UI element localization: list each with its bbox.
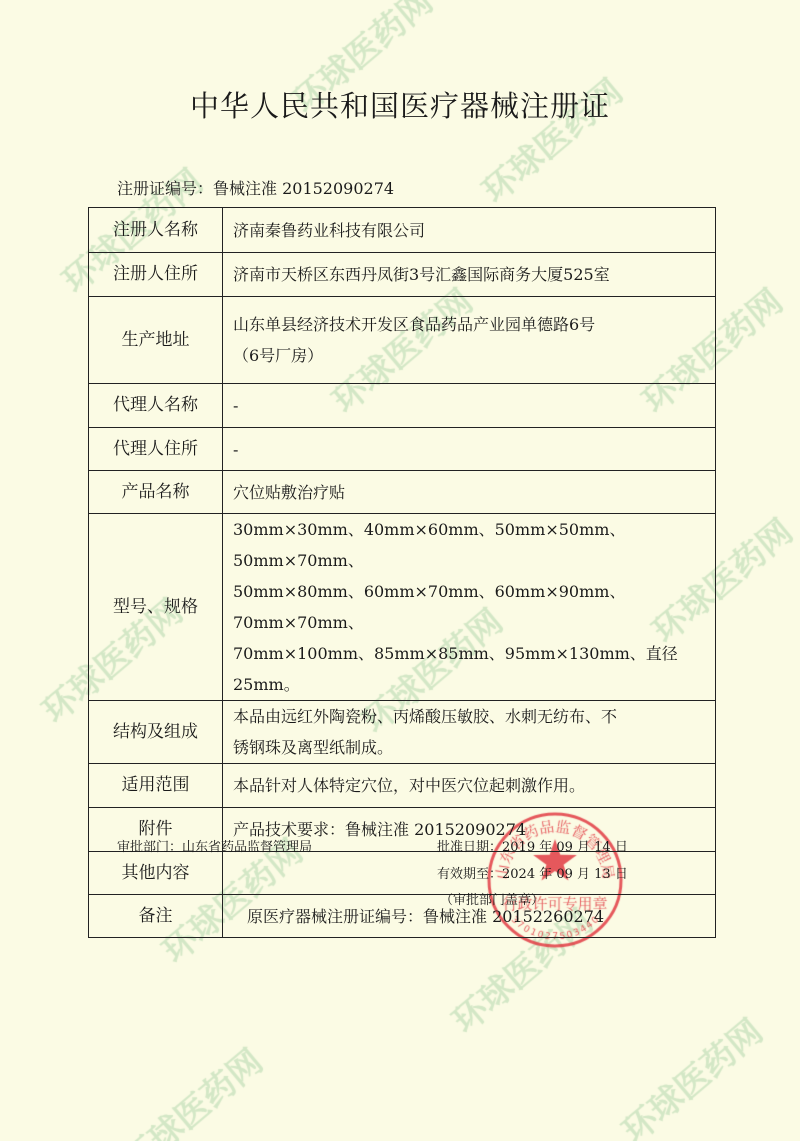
row-label: 代理人住所 — [89, 428, 223, 471]
row-label: 结构及组成 — [89, 701, 223, 764]
value-line: 济南市天桥区东西丹凤街3号汇鑫国际商务大厦525室 — [233, 265, 610, 284]
approval-department: 审批部门：山东省药品监督管理局 — [117, 840, 313, 855]
value-line: 产品技术要求：鲁械注准 20152090274 — [233, 820, 527, 839]
value-line: 济南秦鲁药业科技有限公司 — [233, 220, 426, 240]
registration-number: 注册证编号：鲁械注准 20152090274 — [117, 179, 395, 198]
valid-until: 有效期至：2024 年 09 月 13 日 — [437, 867, 628, 882]
value-line: （6号厂房） — [233, 346, 324, 365]
row-value — [223, 471, 716, 514]
row-label: 其他内容 — [89, 852, 223, 895]
row-value — [223, 297, 716, 384]
table-row — [89, 895, 716, 938]
table-row — [89, 701, 716, 764]
table-row — [89, 208, 716, 253]
value-line: 30mm×30mm、40mm×60mm、50mm×50mm、50mm×70mm、 — [233, 520, 626, 570]
value-line: 山东单县经济技术开发区食品药品产业园单德路6号 — [233, 315, 596, 334]
value-line: 锈钢珠及离型纸制成。 — [233, 738, 394, 757]
table-row — [89, 471, 716, 514]
value-line: 70mm×100mm、85mm×85mm、95mm×130mm、直径 25mm。 — [233, 644, 678, 694]
value-line: 穴位贴敷治疗贴 — [233, 482, 346, 502]
row-label: 生产地址 — [89, 297, 223, 384]
table-row — [89, 764, 716, 808]
row-value — [223, 764, 716, 808]
row-value — [223, 384, 716, 428]
row-label: 注册人名称 — [89, 208, 223, 253]
row-value — [223, 428, 716, 471]
row-value — [223, 514, 716, 701]
table-row — [89, 297, 716, 384]
row-label: 型号、规格 — [89, 514, 223, 701]
table-row — [89, 428, 716, 471]
table-row — [89, 384, 716, 428]
value-line: - — [233, 439, 239, 459]
table-row — [89, 253, 716, 297]
value-line: 本品针对人体特定穴位，对中医穴位起刺激作用。 — [233, 776, 586, 795]
approval-date: 批准日期：2019 年 09 月 14 日 — [437, 840, 628, 855]
value-line: 原医疗器械注册证编号：鲁械注准 20152260274 — [247, 906, 605, 926]
value-line: 本品由远红外陶瓷粉、丙烯酸压敏胶、水刺无纺布、不 — [233, 707, 618, 726]
row-value — [223, 253, 716, 297]
table-row — [89, 514, 716, 701]
row-value — [223, 208, 716, 253]
row-label: 注册人住所 — [89, 253, 223, 297]
certificate-table — [88, 207, 716, 938]
page-title: 中华人民共和国医疗器械注册证 — [189, 89, 610, 123]
value-line: 50mm×80mm、60mm×70mm、60mm×90mm、70mm×70mm、 — [233, 582, 626, 632]
row-label: 适用范围 — [89, 764, 223, 808]
row-label: 备注 — [89, 895, 223, 938]
row-label: 代理人名称 — [89, 384, 223, 428]
row-label: 附件 — [89, 808, 223, 852]
row-value — [223, 701, 716, 764]
value-line: - — [233, 396, 239, 415]
row-label: 产品名称 — [89, 471, 223, 514]
seal-note: （审批部门盖章） — [440, 893, 545, 908]
